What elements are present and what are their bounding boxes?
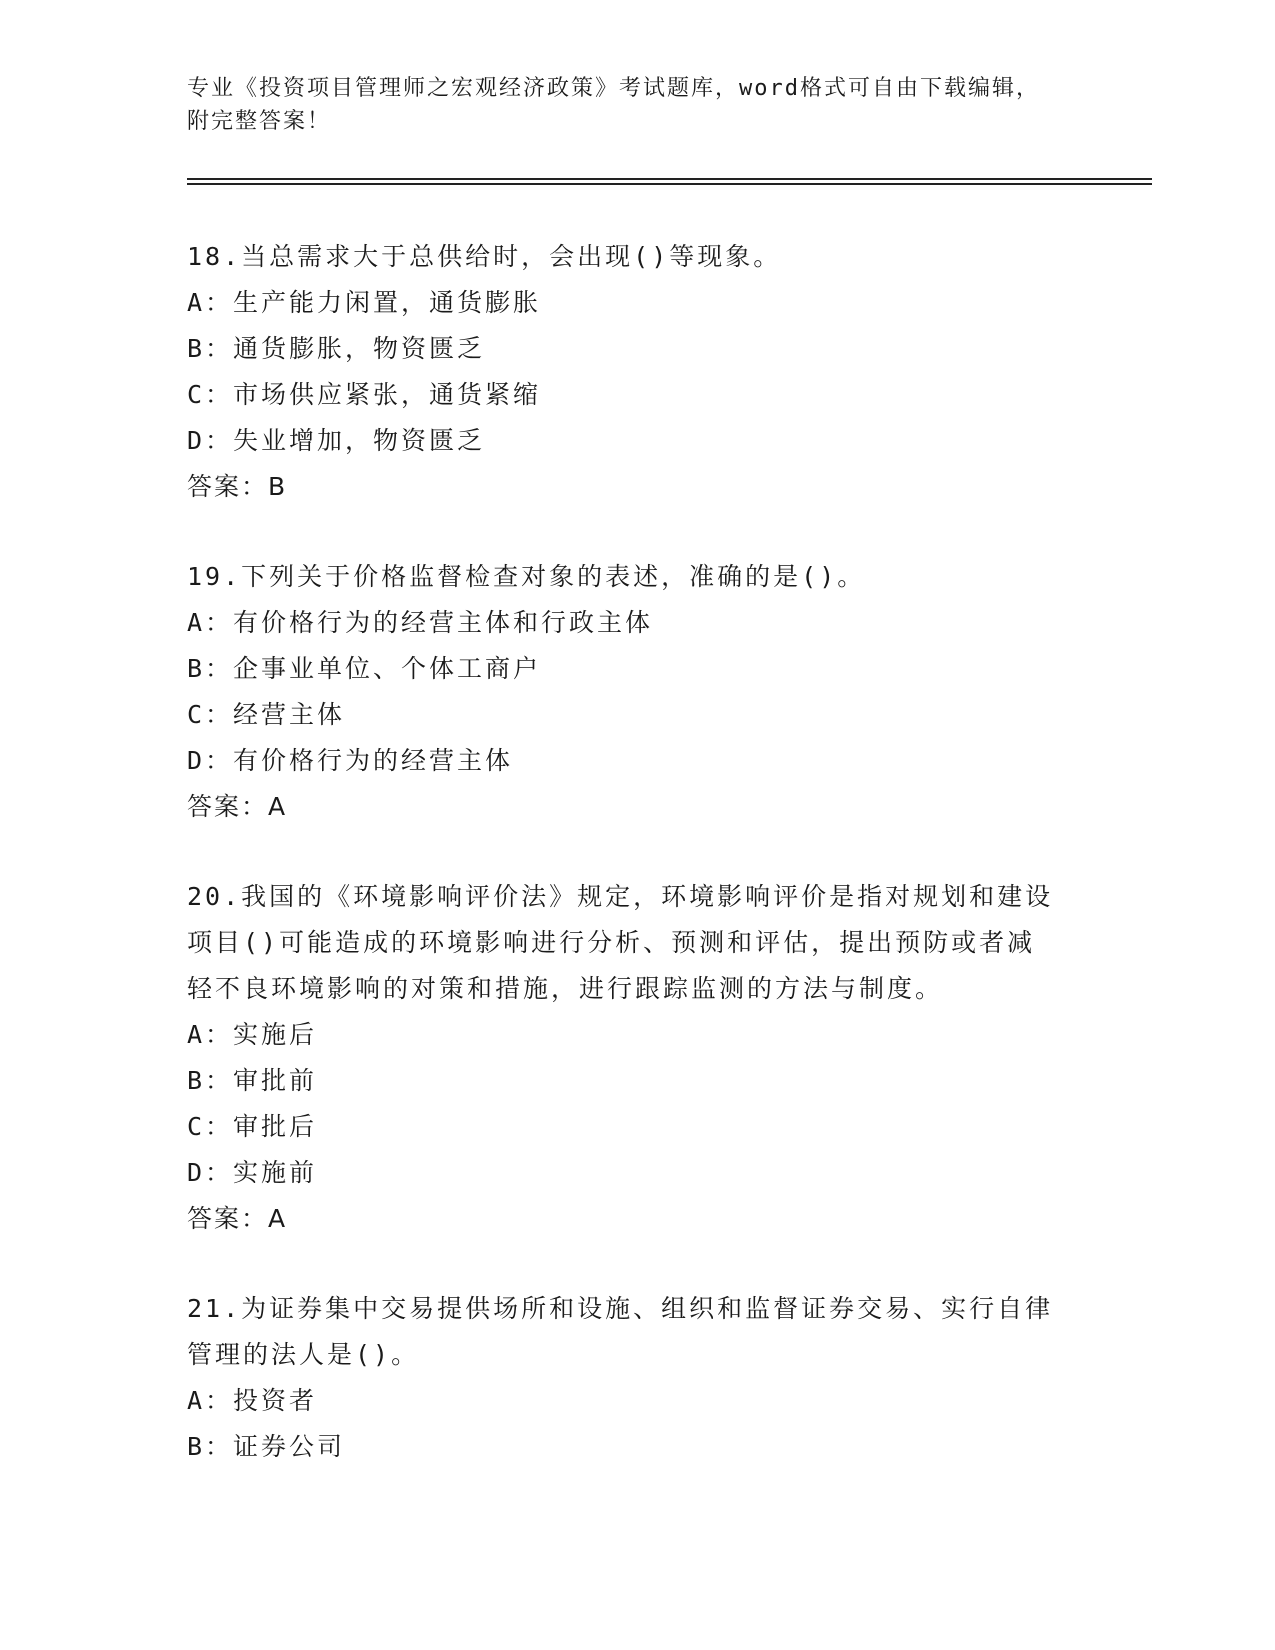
option-d: D：实施前: [187, 1158, 318, 1187]
option-b: B：审批前: [187, 1066, 318, 1095]
option-b: B：证券公司: [187, 1432, 346, 1461]
header-divider-bottom: [187, 183, 1152, 185]
question-stem-line-3: 轻不良环境影响的对策和措施，进行跟踪监测的方法与制度。: [187, 974, 944, 1003]
option-a: A：实施后: [187, 1020, 318, 1049]
question-stem-line-2: 项目()可能造成的环境影响进行分析、预测和评估，提出预防或者减: [187, 928, 1036, 957]
option-d: D：失业增加，物资匮乏: [187, 426, 486, 455]
header-line-1: 专业《投资项目管理师之宏观经济政策》考试题库，word格式可自由下载编辑，: [187, 76, 1040, 101]
answer: 答案：A: [187, 1204, 288, 1233]
option-c: C：经营主体: [187, 700, 346, 729]
question-19: [187, 554, 1087, 830]
question-20: [187, 874, 1087, 1242]
document-header: [187, 72, 1087, 138]
option-c: C：市场供应紧张，通货紧缩: [187, 380, 542, 409]
question-stem-line-1: 21.为证券集中交易提供场所和设施、组织和监督证券交易、实行自律: [187, 1294, 1054, 1323]
option-a: A：生产能力闲置，通货膨胀: [187, 288, 542, 317]
header-line-2: 附完整答案！: [187, 109, 332, 134]
answer: 答案：B: [187, 472, 288, 501]
question-stem-line-1: 20.我国的《环境影响评价法》规定，环境影响评价是指对规划和建设: [187, 882, 1054, 911]
question-stem: 18.当总需求大于总供给时，会出现()等现象。: [187, 242, 782, 271]
question-18: [187, 234, 1087, 510]
question-stem-line-2: 管理的法人是()。: [187, 1340, 420, 1369]
header-divider-top: [187, 178, 1152, 180]
option-b: B：企事业单位、个体工商户: [187, 654, 542, 683]
option-a: A：有价格行为的经营主体和行政主体: [187, 608, 654, 637]
question-21: [187, 1286, 1087, 1470]
question-stem: 19.下列关于价格监督检查对象的表述，准确的是()。: [187, 562, 866, 591]
option-a: A：投资者: [187, 1386, 318, 1415]
answer: 答案：A: [187, 792, 288, 821]
option-c: C：审批后: [187, 1112, 318, 1141]
option-d: D：有价格行为的经营主体: [187, 746, 514, 775]
option-b: B：通货膨胀，物资匮乏: [187, 334, 486, 363]
